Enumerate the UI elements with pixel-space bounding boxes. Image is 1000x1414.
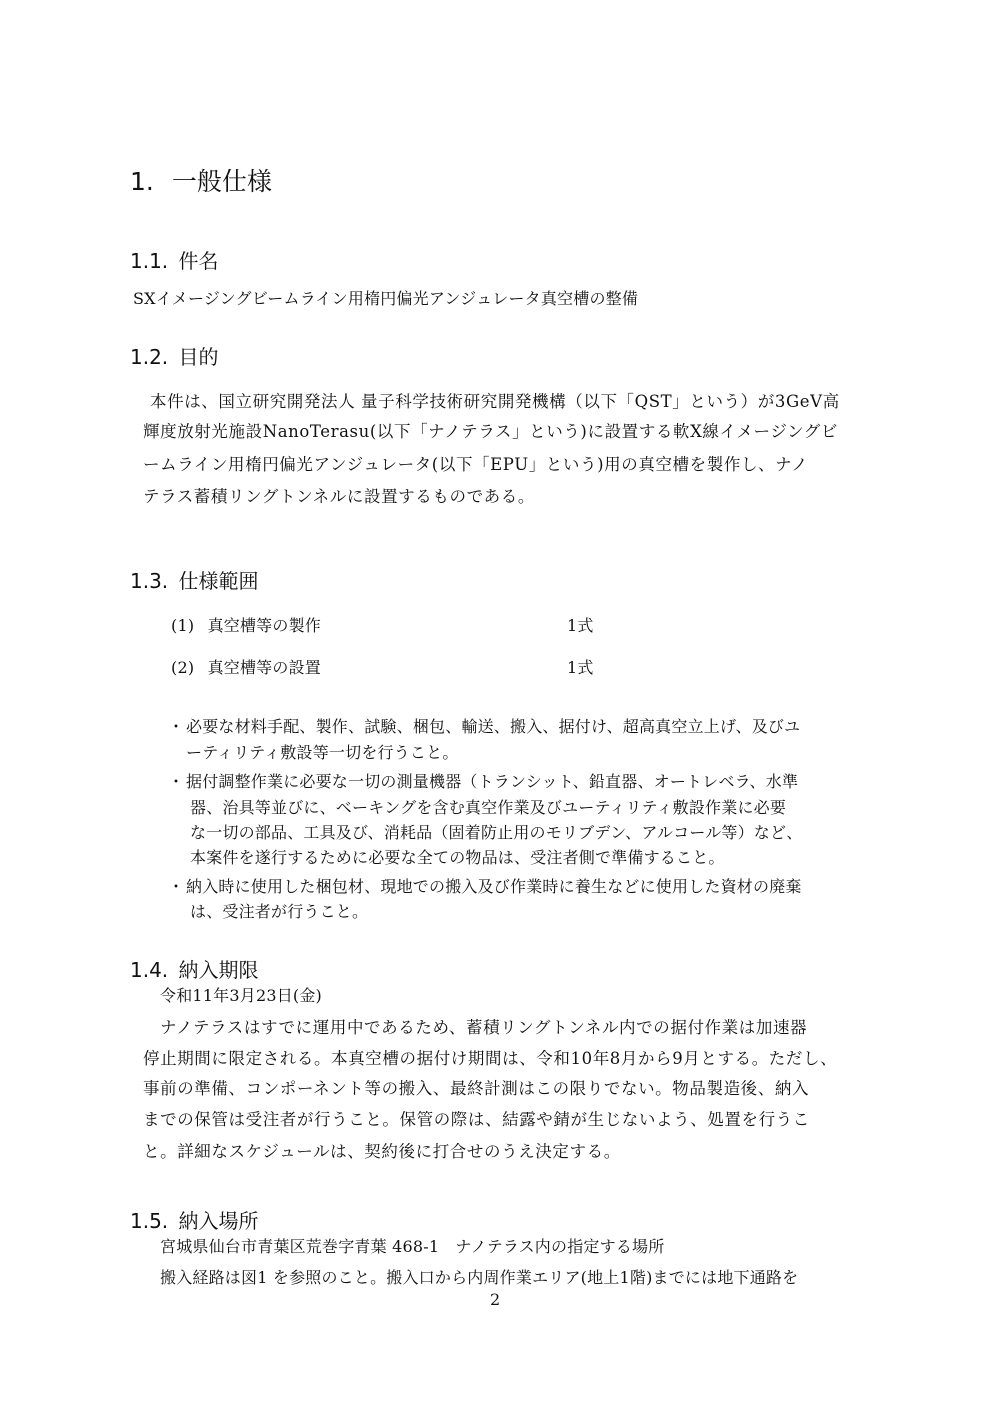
chapter-title: 一般仕様 [171,167,272,196]
delivery-date: 令和11年3月23日(金) [160,986,322,1005]
section-title: 件名 [178,249,219,273]
deadline-line: ナノテラスはすでに運用中であるため、蓄積リングトンネル内での据付作業は加速器 [160,1018,808,1037]
section-title: 納入場所 [178,1209,259,1233]
deadline-line: までの保管は受注者が行うこと。保管の際は、結露や錆が生じないよう、処置を行うこ [143,1110,810,1129]
chapter-number: 1. [130,167,154,196]
bullet-line: 必要な材料手配、製作、試験、梱包、輸送、搬入、据付け、超高真空立上げ、及びユ [186,717,801,736]
bullet-line: は、受注者が行うこと。 [190,902,369,921]
section-number: 1.5. [130,1209,169,1233]
bullet-line: 据付調整作業に必要な一切の測量機器（トランシット、鉛直器、オートレベラ、水準 [186,772,799,791]
section-number: 1.3. [130,569,169,593]
bullet-marker: ・ [168,772,185,791]
delivery-route: 搬入経路は図1 を参照のこと。搬入口から内周作業エリア(地上1階)までには地下通路を [160,1268,799,1287]
scope-item-number: (2) [171,658,195,677]
section-title: 目的 [178,345,219,369]
subject-text: SXイメージングビームライン用楕円偏光アンジュレータ真空槽の整備 [133,289,639,308]
chapter-heading [130,162,272,198]
section-number: 1.1. [130,249,169,273]
purpose-line: ームライン用楕円偏光アンジュレータ(以下「EPU」という)用の真空槽を製作し、ナノ [143,455,809,474]
bullet-line: ーティリティ敷設等一切を行うこと。 [186,743,459,762]
deadline-line: 事前の準備、コンポーネント等の搬入、最終計測はこの限りでない。物品製造後、納入 [143,1079,810,1098]
scope-item-label: 真空槽等の設置 [207,658,321,677]
section-title: 納入期限 [178,958,259,982]
bullet-line: 本案件を遂行するために必要な全ての物品は、受注者側で準備すること。 [190,848,725,867]
section-heading-1-4 [130,954,259,983]
scope-item-1 [171,613,321,636]
section-heading-1-1 [130,245,219,274]
scope-item-quantity: 1式 [567,616,594,635]
scope-item-2 [171,655,321,678]
page-number: 2 [490,1290,501,1309]
deadline-line: と。詳細なスケジュールは、契約後に打合せのうえ決定する。 [143,1142,621,1161]
section-heading-1-3 [130,565,259,594]
scope-item-label: 真空槽等の製作 [207,616,321,635]
delivery-place: 宮城県仙台市青葉区荒巻字青葉 468-1 ナノテラス内の指定する場所 [160,1237,665,1256]
bullet-line: 器、治具等並びに、ベーキングを含む真空作業及びユーティリティ敷設作業に必要 [190,798,787,817]
bullet-marker: ・ [168,717,185,736]
purpose-line: 本件は、国立研究開発法人 量子科学技術研究開発機構（以下「QST」という）が3GeV高 [150,392,840,411]
section-heading-1-2 [130,341,219,370]
bullet-line: 納入時に使用した梱包材、現地での搬入及び作業時に養生などに使用した資材の廃棄 [186,877,802,896]
section-number: 1.2. [130,345,169,369]
purpose-line: 輝度放射光施設NanoTerasu(以下「ナノテラス」という)に設置する軟X線イメージングビ [143,422,838,441]
bullet-line: な一切の部品、工具及び、消耗品（固着防止用のモリブデン、アルコール等）など、 [190,823,803,842]
section-heading-1-5 [130,1205,259,1234]
section-title: 仕様範囲 [178,569,259,593]
scope-item-quantity: 1式 [567,658,594,677]
section-number: 1.4. [130,958,169,982]
purpose-line: テラス蓄積リングトンネルに設置するものである。 [143,487,535,506]
deadline-line: 停止期間に限定される。本真空槽の据付け期間は、令和10年8月から9月とする。ただし、 [143,1049,838,1068]
scope-item-number: (1) [171,616,195,635]
bullet-marker: ・ [168,877,185,896]
